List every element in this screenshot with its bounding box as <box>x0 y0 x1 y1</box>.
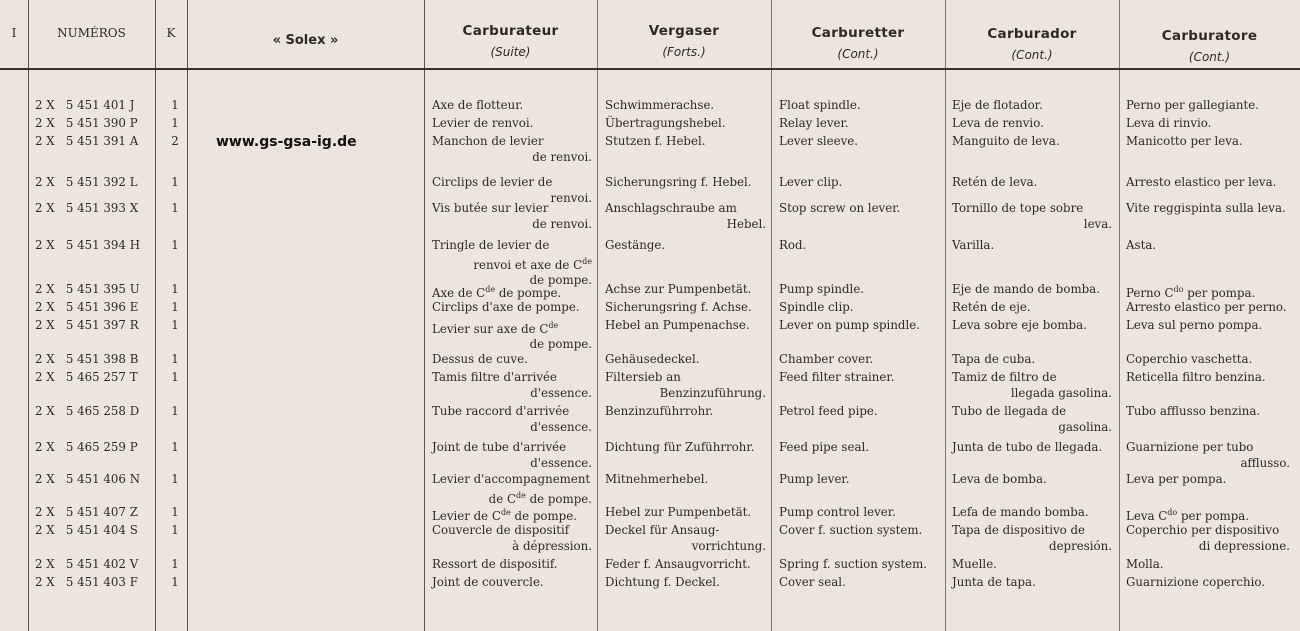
description-line: Stop screw on lever. <box>779 201 901 215</box>
description-de <box>605 352 766 368</box>
description-line: de pompe. <box>529 272 592 287</box>
description-line: Manguito de leva. <box>952 134 1060 148</box>
description-es <box>952 238 1112 254</box>
description-fr <box>432 404 592 435</box>
header-col-numeros: NUMÉROS <box>57 26 126 40</box>
description-en <box>779 404 940 420</box>
description-fr <box>432 523 592 554</box>
description-line: leva. <box>1083 216 1112 231</box>
description-de <box>605 238 766 254</box>
header-lang-sub: (Cont.) <box>837 47 879 61</box>
description-es <box>952 472 1112 488</box>
description-de <box>605 175 766 191</box>
description-line: Pump control lever. <box>779 505 896 519</box>
description-de <box>605 505 766 521</box>
description-en <box>779 523 940 539</box>
description-line: Joint de tube d'arrivée <box>432 440 567 454</box>
description-line: Eje de flotador. <box>952 98 1043 112</box>
column-rule <box>1119 0 1120 631</box>
description-fr <box>432 116 592 132</box>
description-it <box>1126 523 1290 554</box>
description-de <box>605 404 766 420</box>
description-it <box>1126 557 1290 573</box>
description-line: Hebel an Pumpenachse. <box>605 318 750 332</box>
quantity-k: 1 <box>171 238 179 252</box>
description-line: Feed filter strainer. <box>779 370 895 384</box>
description-line: Anschlagschraube am <box>605 201 737 215</box>
description-de <box>605 318 766 334</box>
description-line: Leva sobre eje bomba. <box>952 318 1087 332</box>
description-line: Leva de bomba. <box>952 472 1047 486</box>
header-brand: « Solex » <box>272 33 339 48</box>
description-line: Manicotto per leva. <box>1126 134 1243 148</box>
description-line: Lefa de mando bomba. <box>952 505 1089 519</box>
header-lang-sub: (Forts.) <box>662 45 706 59</box>
description-de <box>605 440 766 456</box>
description-de <box>605 557 766 573</box>
description-line: Junta de tubo de llegada. <box>952 440 1103 454</box>
description-line: Leva $C^{do}$ per pompa. <box>1126 508 1250 523</box>
description-es <box>952 98 1112 114</box>
description-line: Retén de eje. <box>952 300 1031 314</box>
description-it <box>1126 201 1290 217</box>
description-line: Benzinzuführrohr. <box>605 404 714 418</box>
part-number: 2 X 5 451 395 U <box>35 282 140 296</box>
description-line: Leva sul perno pompa. <box>1126 318 1263 332</box>
description-fr <box>432 282 592 301</box>
description-line: Tornillo de tope sobre <box>952 201 1084 215</box>
description-es <box>952 175 1112 191</box>
description-en <box>779 300 940 316</box>
description-line: Junta de tapa. <box>952 575 1036 589</box>
description-fr <box>432 370 592 401</box>
description-line: Hebel. <box>726 216 766 231</box>
description-line: afflusso. <box>1240 455 1290 470</box>
description-line: Sicherungsring f. Achse. <box>605 300 752 314</box>
description-line: vorrichtung. <box>691 538 766 553</box>
description-it <box>1126 440 1290 471</box>
description-es <box>952 116 1112 132</box>
description-line: Reticella filtro benzina. <box>1126 370 1266 384</box>
description-es <box>952 318 1112 334</box>
description-de <box>605 98 766 114</box>
column-rule <box>597 0 598 631</box>
watermark-url: www.gs-gsa-ig.de <box>216 134 357 150</box>
description-line: Coperchio vaschetta. <box>1126 352 1253 366</box>
description-de <box>605 523 766 554</box>
description-it <box>1126 472 1290 488</box>
description-es <box>952 575 1112 591</box>
description-line: de Cde de pompe. <box>488 490 592 506</box>
description-line: Tamis filtre d'arrivée <box>432 370 558 384</box>
description-line: Dichtung f. Deckel. <box>605 575 720 589</box>
quantity-k: 2 <box>171 134 179 148</box>
description-line: Leva de renvio. <box>952 116 1044 130</box>
description-line: Coperchio per dispositivo <box>1126 523 1280 537</box>
description-fr <box>432 300 592 316</box>
description-line: Joint de couvercle. <box>432 575 544 589</box>
description-es <box>952 370 1112 401</box>
description-line: Petrol feed pipe. <box>779 404 878 418</box>
header-lang-en <box>771 22 945 61</box>
quantity-k: 1 <box>171 370 179 384</box>
description-es <box>952 440 1112 456</box>
description-de <box>605 116 766 132</box>
description-line: Varilla. <box>952 238 995 252</box>
quantity-k: 1 <box>171 300 179 314</box>
description-line: Muelle. <box>952 557 997 571</box>
description-it <box>1126 238 1290 254</box>
description-line: à dépression. <box>512 538 592 553</box>
quantity-k: 1 <box>171 175 179 189</box>
description-line: d'essence. <box>530 455 592 470</box>
quantity-k: 1 <box>171 201 179 215</box>
part-number: 2 X 5 451 391 A <box>35 134 139 148</box>
description-es <box>952 201 1112 232</box>
description-line: Levier de renvoi. <box>432 116 534 130</box>
description-en <box>779 134 940 150</box>
quantity-k: 1 <box>171 282 179 296</box>
description-line: Rod. <box>779 238 807 252</box>
description-line: Tubo de llegada de <box>952 404 1067 418</box>
description-en <box>779 282 940 298</box>
quantity-k: 1 <box>171 505 179 519</box>
description-fr <box>432 472 592 507</box>
description-line: Filtersieb an <box>605 370 681 384</box>
description-it <box>1126 282 1290 301</box>
description-line: Circlips d'axe de pompe. <box>432 300 580 314</box>
column-rule <box>771 0 772 631</box>
description-it <box>1126 134 1290 150</box>
header-separator <box>0 68 1300 70</box>
description-line: Retén de leva. <box>952 175 1038 189</box>
description-line: Chamber cover. <box>779 352 874 366</box>
description-line: gasolina. <box>1058 419 1112 434</box>
description-en <box>779 116 940 132</box>
part-number: 2 X 5 465 259 P <box>35 440 138 454</box>
description-line: d'essence. <box>530 385 592 400</box>
description-line: Axe de flotteur. <box>432 98 524 112</box>
description-line: Leva di rinvio. <box>1126 116 1212 130</box>
description-en <box>779 557 940 573</box>
description-line: Guarnizione per tubo <box>1126 440 1254 454</box>
part-number: 2 X 5 451 393 X <box>35 201 139 215</box>
description-it <box>1126 352 1290 368</box>
quantity-k: 1 <box>171 318 179 332</box>
description-line: Levier de Cde de pompe. <box>432 508 577 523</box>
description-fr <box>432 238 592 288</box>
description-en <box>779 175 940 191</box>
header-col-i: I <box>11 26 17 40</box>
description-line: Mitnehmerhebel. <box>605 472 709 486</box>
column-rule <box>945 0 946 631</box>
description-line: depresión. <box>1049 538 1112 553</box>
description-line: Circlips de levier de <box>432 175 553 189</box>
header-lang-sub: (Cont.) <box>1188 50 1231 64</box>
description-it <box>1126 98 1290 114</box>
description-line: Achse zur Pumpenbetät. <box>605 282 752 296</box>
description-it <box>1126 300 1290 316</box>
description-line: Lever sleeve. <box>779 134 859 148</box>
quantity-k: 1 <box>171 575 179 589</box>
description-en <box>779 201 940 217</box>
part-number: 2 X 5 451 404 S <box>35 523 138 537</box>
quantity-k: 1 <box>171 404 179 418</box>
part-number: 2 X 5 451 402 V <box>35 557 139 571</box>
description-es <box>952 505 1112 521</box>
quantity-k: 1 <box>171 523 179 537</box>
description-en <box>779 440 940 456</box>
description-line: Eje de mando de bomba. <box>952 282 1100 296</box>
column-rule <box>28 0 29 631</box>
quantity-k: 1 <box>171 557 179 571</box>
description-line: Pump spindle. <box>779 282 865 296</box>
description-line: Stutzen f. Hebel. <box>605 134 706 148</box>
part-number: 2 X 5 465 258 D <box>35 404 140 418</box>
description-line: Deckel für Ansaug- <box>605 523 720 537</box>
description-en <box>779 370 940 386</box>
description-it <box>1126 575 1290 591</box>
description-es <box>952 352 1112 368</box>
header-lang-de <box>597 20 771 59</box>
description-line: Lever clip. <box>779 175 843 189</box>
description-en <box>779 472 940 488</box>
description-line: Tubo afflusso benzina. <box>1126 404 1261 418</box>
description-line: Feder f. Ansaugvorricht. <box>605 557 751 571</box>
description-line: Leva per pompa. <box>1126 472 1227 486</box>
description-line: Tamiz de filtro de <box>952 370 1057 384</box>
part-number: 2 X 5 451 396 E <box>35 300 139 314</box>
description-line: Vite reggispinta sulla leva. <box>1126 201 1286 215</box>
description-line: Arresto elastico per leva. <box>1126 175 1277 189</box>
description-line: Spindle clip. <box>779 300 854 314</box>
description-line: Asta. <box>1126 238 1157 252</box>
description-de <box>605 300 766 316</box>
description-line: Tringle de levier de <box>432 238 550 252</box>
description-line: llegada gasolina. <box>1010 385 1112 400</box>
description-line: Tapa de cuba. <box>952 352 1036 366</box>
description-line: Dessus de cuve. <box>432 352 528 366</box>
description-fr <box>432 440 592 471</box>
description-de <box>605 201 766 232</box>
column-rule <box>187 0 188 631</box>
description-line: Benzinzuführung. <box>659 385 766 400</box>
description-en <box>779 98 940 114</box>
part-number: 2 X 5 451 397 R <box>35 318 139 332</box>
description-line: Tube raccord d'arrivée <box>432 404 570 418</box>
description-de <box>605 370 766 401</box>
description-line: Sicherungsring f. Hebel. <box>605 175 752 189</box>
header-lang-title: Vergaser <box>648 23 720 39</box>
description-it <box>1126 404 1290 420</box>
quantity-k: 1 <box>171 98 179 112</box>
description-fr <box>432 352 592 368</box>
description-line: Couvercle de dispositif <box>432 523 570 537</box>
description-line: Tapa de dispositivo de <box>952 523 1086 537</box>
description-line: Levier sur axe de Cde <box>432 321 559 336</box>
part-number: 2 X 5 451 398 B <box>35 352 139 366</box>
description-fr <box>432 575 592 591</box>
column-rule <box>424 0 425 631</box>
description-line: Float spindle. <box>779 98 861 112</box>
description-line: Perno per gallegiante. <box>1126 98 1259 112</box>
quantity-k: 1 <box>171 472 179 486</box>
description-line: de renvoi. <box>532 149 592 164</box>
description-line: de renvoi. <box>532 216 592 231</box>
part-number: 2 X 5 451 401 J <box>35 98 135 112</box>
header-lang-fr <box>424 20 597 59</box>
description-line: Levier d'accompagnement <box>432 472 591 486</box>
description-en <box>779 505 940 521</box>
description-es <box>952 300 1112 316</box>
description-line: Ressort de dispositif. <box>432 557 558 571</box>
description-fr <box>432 557 592 573</box>
description-fr <box>432 98 592 114</box>
description-line: renvoi. <box>550 190 592 205</box>
description-fr <box>432 318 592 353</box>
part-number: 2 X 5 451 390 P <box>35 116 138 130</box>
description-en <box>779 575 940 591</box>
description-fr <box>432 505 592 524</box>
description-line: Arresto elastico per perno. <box>1126 300 1287 314</box>
description-line: Cover seal. <box>779 575 846 589</box>
description-de <box>605 134 766 150</box>
description-en <box>779 238 940 254</box>
description-line: Manchon de levier <box>432 134 544 148</box>
part-number: 2 X 5 451 394 H <box>35 238 140 252</box>
description-es <box>952 134 1112 150</box>
header-lang-sub: (Suite) <box>490 45 531 59</box>
description-it <box>1126 175 1290 191</box>
description-line: Hebel zur Pumpenbetät. <box>605 505 752 519</box>
column-rule <box>155 0 156 631</box>
description-en <box>779 318 940 334</box>
header-lang-title: Carburador <box>987 26 1077 42</box>
description-fr <box>432 134 592 165</box>
description-es <box>952 523 1112 554</box>
header-lang-title: Carburateur <box>462 23 559 39</box>
description-line: Perno $C^{do}$ per pompa. <box>1126 285 1256 300</box>
description-line: Feed pipe seal. <box>779 440 870 454</box>
description-line: d'essence. <box>530 419 592 434</box>
part-number: 2 X 5 465 257 T <box>35 370 138 384</box>
description-fr <box>432 201 592 232</box>
description-de <box>605 575 766 591</box>
description-line: Spring f. suction system. <box>779 557 928 571</box>
header-lang-es <box>945 23 1119 62</box>
header-col-k: K <box>166 26 176 40</box>
description-line: Cover f. suction system. <box>779 523 923 537</box>
description-line: Lever on pump spindle. <box>779 318 920 332</box>
quantity-k: 1 <box>171 352 179 366</box>
part-number: 2 X 5 451 403 F <box>35 575 138 589</box>
description-it <box>1126 318 1290 334</box>
description-line: Dichtung für Zuführrohr. <box>605 440 755 454</box>
description-line: Vis butée sur levier <box>432 201 549 215</box>
description-line: Gehäusedeckel. <box>605 352 700 366</box>
header-lang-title: Carburatore <box>1161 28 1258 44</box>
description-de <box>605 472 766 488</box>
description-line: Axe de Cde de pompe. <box>432 285 562 300</box>
description-it <box>1126 370 1290 386</box>
description-line: Gestänge. <box>605 238 666 252</box>
description-de <box>605 282 766 298</box>
description-it <box>1126 505 1290 524</box>
description-line: Schwimmerachse. <box>605 98 715 112</box>
description-es <box>952 282 1112 298</box>
quantity-k: 1 <box>171 116 179 130</box>
description-line: Übertragungshebel. <box>605 116 726 130</box>
description-es <box>952 557 1112 573</box>
description-it <box>1126 116 1290 132</box>
description-en <box>779 352 940 368</box>
header-lang-title: Carburetter <box>811 25 905 41</box>
description-line: di depressione. <box>1198 538 1290 553</box>
quantity-k: 1 <box>171 440 179 454</box>
header-lang-it <box>1119 25 1300 64</box>
part-number: 2 X 5 451 406 N <box>35 472 141 486</box>
description-line: renvoi et axe de Cde <box>473 256 592 272</box>
description-line: Relay lever. <box>779 116 849 130</box>
description-line: Pump lever. <box>779 472 850 486</box>
part-number: 2 X 5 451 392 L <box>35 175 138 189</box>
header-lang-sub: (Cont.) <box>1011 48 1053 62</box>
description-line: de pompe. <box>529 337 592 352</box>
part-number: 2 X 5 451 407 Z <box>35 505 138 519</box>
description-line: Guarnizione coperchio. <box>1126 575 1265 589</box>
description-line: Molla. <box>1126 557 1164 571</box>
description-es <box>952 404 1112 435</box>
